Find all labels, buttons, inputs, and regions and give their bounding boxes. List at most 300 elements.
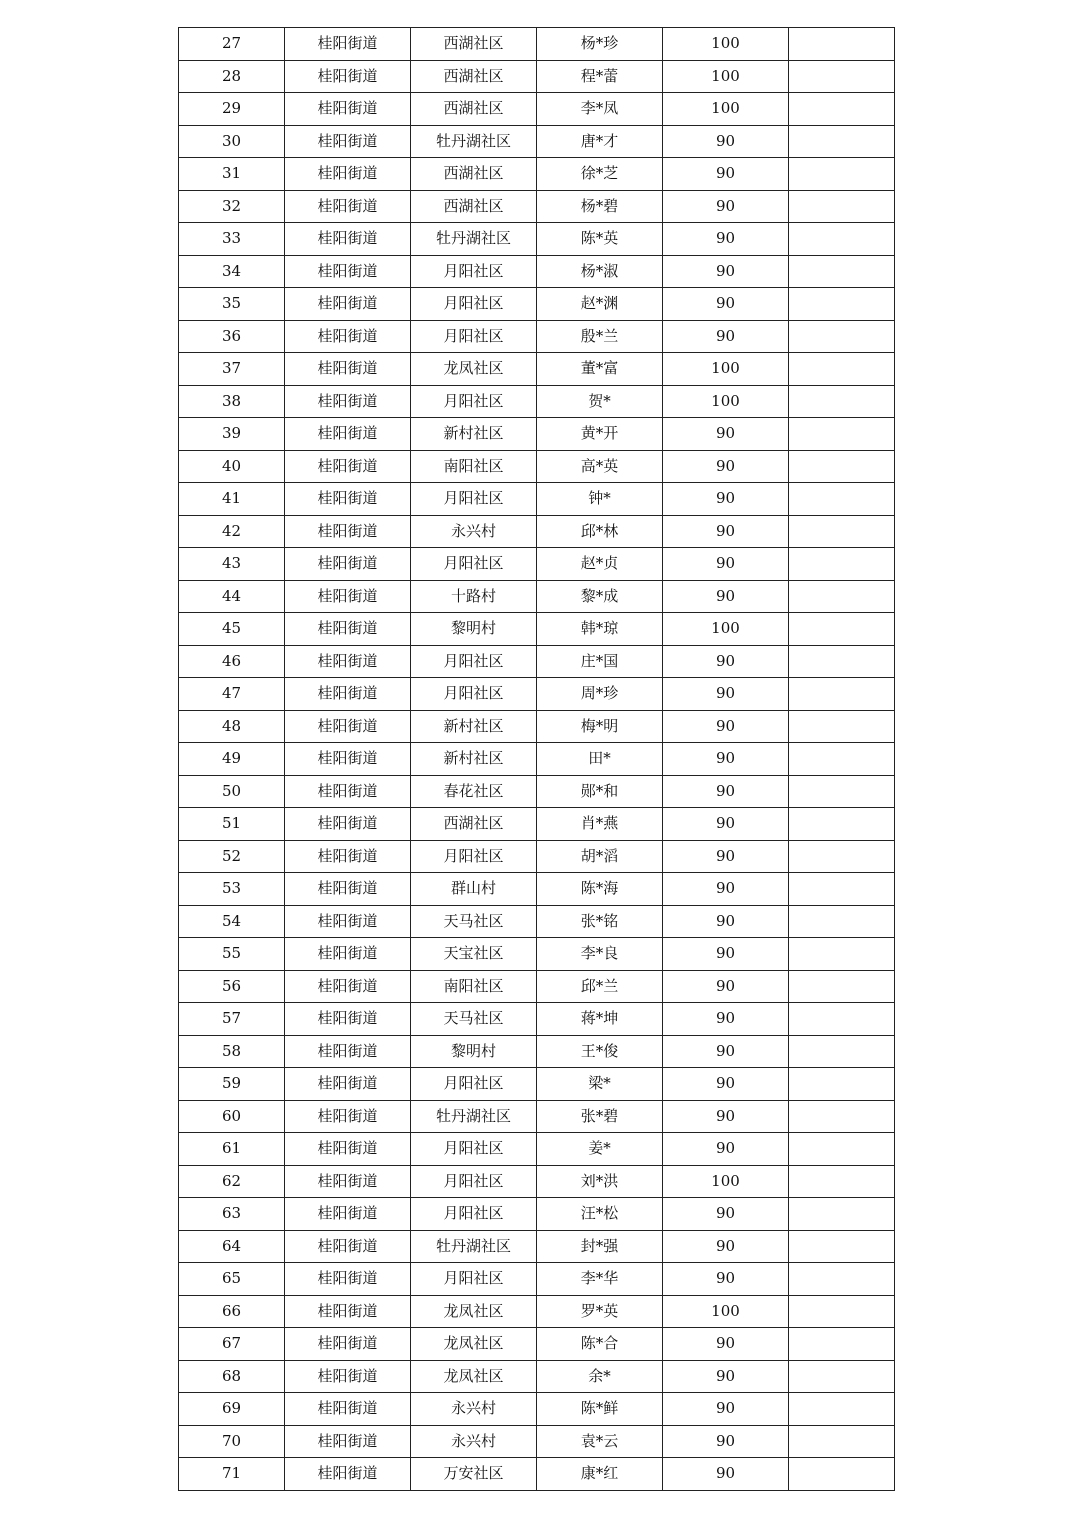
- row-number-cell: 65: [179, 1263, 285, 1296]
- note-cell: [789, 93, 895, 126]
- table-row: [179, 1100, 895, 1133]
- person-name-cell: 庄*国: [537, 645, 663, 678]
- note-cell: [789, 353, 895, 386]
- street-cell: 桂阳街道: [285, 190, 411, 223]
- note-cell: [789, 1230, 895, 1263]
- amount-cell: 90: [663, 1360, 789, 1393]
- street-cell: 桂阳街道: [285, 613, 411, 646]
- person-name-cell: 康*红: [537, 1458, 663, 1491]
- table-row: [179, 28, 895, 61]
- row-number-cell: 47: [179, 678, 285, 711]
- table-row: [179, 385, 895, 418]
- note-cell: [789, 223, 895, 256]
- note-cell: [789, 775, 895, 808]
- amount-cell: 90: [663, 808, 789, 841]
- table-row: [179, 515, 895, 548]
- amount-cell: 90: [663, 1263, 789, 1296]
- street-cell: 桂阳街道: [285, 905, 411, 938]
- amount-cell: 90: [663, 548, 789, 581]
- community-cell: 月阳社区: [411, 320, 537, 353]
- note-cell: [789, 743, 895, 776]
- street-cell: 桂阳街道: [285, 1230, 411, 1263]
- person-name-cell: 罗*英: [537, 1295, 663, 1328]
- note-cell: [789, 385, 895, 418]
- amount-cell: 90: [663, 938, 789, 971]
- note-cell: [789, 158, 895, 191]
- street-cell: 桂阳街道: [285, 1165, 411, 1198]
- amount-cell: 90: [663, 1133, 789, 1166]
- community-cell: 南阳社区: [411, 970, 537, 1003]
- community-cell: 牡丹湖社区: [411, 1230, 537, 1263]
- person-name-cell: 袁*云: [537, 1425, 663, 1458]
- table-row: [179, 808, 895, 841]
- community-cell: 月阳社区: [411, 1133, 537, 1166]
- person-name-cell: 陈*海: [537, 873, 663, 906]
- row-number-cell: 68: [179, 1360, 285, 1393]
- street-cell: 桂阳街道: [285, 1360, 411, 1393]
- person-name-cell: 殷*兰: [537, 320, 663, 353]
- amount-cell: 90: [663, 1230, 789, 1263]
- table-row: [179, 970, 895, 1003]
- amount-cell: 90: [663, 190, 789, 223]
- row-number-cell: 61: [179, 1133, 285, 1166]
- table-row: [179, 1165, 895, 1198]
- row-number-cell: 32: [179, 190, 285, 223]
- amount-cell: 100: [663, 1165, 789, 1198]
- row-number-cell: 46: [179, 645, 285, 678]
- community-cell: 月阳社区: [411, 255, 537, 288]
- person-name-cell: 贺*: [537, 385, 663, 418]
- row-number-cell: 37: [179, 353, 285, 386]
- table-row: [179, 1458, 895, 1491]
- amount-cell: 100: [663, 353, 789, 386]
- street-cell: 桂阳街道: [285, 515, 411, 548]
- table-row: [179, 223, 895, 256]
- person-name-cell: 程*蕾: [537, 60, 663, 93]
- person-name-cell: 杨*碧: [537, 190, 663, 223]
- note-cell: [789, 418, 895, 451]
- table-row: [179, 125, 895, 158]
- community-cell: 新村社区: [411, 710, 537, 743]
- amount-cell: 90: [663, 320, 789, 353]
- community-cell: 永兴村: [411, 1393, 537, 1426]
- note-cell: [789, 288, 895, 321]
- note-cell: [789, 905, 895, 938]
- street-cell: 桂阳街道: [285, 223, 411, 256]
- table-row: [179, 353, 895, 386]
- row-number-cell: 58: [179, 1035, 285, 1068]
- amount-cell: 90: [663, 158, 789, 191]
- community-cell: 万安社区: [411, 1458, 537, 1491]
- note-cell: [789, 678, 895, 711]
- street-cell: 桂阳街道: [285, 710, 411, 743]
- street-cell: 桂阳街道: [285, 1198, 411, 1231]
- amount-cell: 90: [663, 970, 789, 1003]
- note-cell: [789, 1100, 895, 1133]
- table-row: [179, 1393, 895, 1426]
- community-cell: 月阳社区: [411, 678, 537, 711]
- person-name-cell: 邱*兰: [537, 970, 663, 1003]
- amount-cell: 100: [663, 93, 789, 126]
- amount-cell: 90: [663, 743, 789, 776]
- street-cell: 桂阳街道: [285, 970, 411, 1003]
- row-number-cell: 56: [179, 970, 285, 1003]
- row-number-cell: 48: [179, 710, 285, 743]
- amount-cell: 90: [663, 125, 789, 158]
- community-cell: 黎明村: [411, 1035, 537, 1068]
- community-cell: 月阳社区: [411, 385, 537, 418]
- community-cell: 月阳社区: [411, 645, 537, 678]
- community-cell: 西湖社区: [411, 28, 537, 61]
- community-cell: 龙凤社区: [411, 1360, 537, 1393]
- table-row: [179, 158, 895, 191]
- community-cell: 永兴村: [411, 515, 537, 548]
- note-cell: [789, 970, 895, 1003]
- person-name-cell: 蒋*坤: [537, 1003, 663, 1036]
- table-row: [179, 743, 895, 776]
- person-name-cell: 邱*林: [537, 515, 663, 548]
- person-name-cell: 刘*洪: [537, 1165, 663, 1198]
- street-cell: 桂阳街道: [285, 775, 411, 808]
- table-row: [179, 1003, 895, 1036]
- community-cell: 天马社区: [411, 1003, 537, 1036]
- amount-cell: 90: [663, 1035, 789, 1068]
- community-cell: 天马社区: [411, 905, 537, 938]
- note-cell: [789, 645, 895, 678]
- person-name-cell: 李*良: [537, 938, 663, 971]
- row-number-cell: 54: [179, 905, 285, 938]
- street-cell: 桂阳街道: [285, 255, 411, 288]
- table-row: [179, 1328, 895, 1361]
- table-row: [179, 873, 895, 906]
- amount-cell: 100: [663, 613, 789, 646]
- note-cell: [789, 1328, 895, 1361]
- row-number-cell: 28: [179, 60, 285, 93]
- person-name-cell: 汪*松: [537, 1198, 663, 1231]
- amount-cell: 90: [663, 1458, 789, 1491]
- person-name-cell: 黎*成: [537, 580, 663, 613]
- street-cell: 桂阳街道: [285, 385, 411, 418]
- note-cell: [789, 1035, 895, 1068]
- row-number-cell: 70: [179, 1425, 285, 1458]
- table-row: [179, 93, 895, 126]
- person-name-cell: 赵*渊: [537, 288, 663, 321]
- person-name-cell: 唐*才: [537, 125, 663, 158]
- amount-cell: 90: [663, 905, 789, 938]
- community-cell: 西湖社区: [411, 158, 537, 191]
- street-cell: 桂阳街道: [285, 1035, 411, 1068]
- row-number-cell: 62: [179, 1165, 285, 1198]
- amount-cell: 90: [663, 1425, 789, 1458]
- person-name-cell: 韩*琼: [537, 613, 663, 646]
- street-cell: 桂阳街道: [285, 808, 411, 841]
- note-cell: [789, 613, 895, 646]
- table-row: [179, 60, 895, 93]
- street-cell: 桂阳街道: [285, 288, 411, 321]
- row-number-cell: 36: [179, 320, 285, 353]
- amount-cell: 90: [663, 1100, 789, 1133]
- person-name-cell: 黄*开: [537, 418, 663, 451]
- note-cell: [789, 1003, 895, 1036]
- note-cell: [789, 60, 895, 93]
- amount-cell: 90: [663, 223, 789, 256]
- note-cell: [789, 1425, 895, 1458]
- amount-cell: 90: [663, 288, 789, 321]
- note-cell: [789, 580, 895, 613]
- community-cell: 牡丹湖社区: [411, 223, 537, 256]
- community-cell: 月阳社区: [411, 483, 537, 516]
- community-cell: 群山村: [411, 873, 537, 906]
- note-cell: [789, 1133, 895, 1166]
- community-cell: 月阳社区: [411, 1198, 537, 1231]
- amount-cell: 90: [663, 483, 789, 516]
- row-number-cell: 60: [179, 1100, 285, 1133]
- street-cell: 桂阳街道: [285, 93, 411, 126]
- table-row: [179, 710, 895, 743]
- table-row: [179, 548, 895, 581]
- community-cell: 月阳社区: [411, 840, 537, 873]
- note-cell: [789, 1198, 895, 1231]
- street-cell: 桂阳街道: [285, 1003, 411, 1036]
- note-cell: [789, 1393, 895, 1426]
- community-cell: 西湖社区: [411, 808, 537, 841]
- street-cell: 桂阳街道: [285, 28, 411, 61]
- note-cell: [789, 710, 895, 743]
- amount-cell: 90: [663, 1393, 789, 1426]
- table-body: [179, 28, 895, 1491]
- street-cell: 桂阳街道: [285, 1100, 411, 1133]
- street-cell: 桂阳街道: [285, 418, 411, 451]
- amount-cell: 90: [663, 710, 789, 743]
- community-cell: 龙凤社区: [411, 1328, 537, 1361]
- street-cell: 桂阳街道: [285, 483, 411, 516]
- street-cell: 桂阳街道: [285, 60, 411, 93]
- community-cell: 天宝社区: [411, 938, 537, 971]
- table-row: [179, 1295, 895, 1328]
- street-cell: 桂阳街道: [285, 1458, 411, 1491]
- street-cell: 桂阳街道: [285, 1328, 411, 1361]
- note-cell: [789, 255, 895, 288]
- row-number-cell: 55: [179, 938, 285, 971]
- row-number-cell: 64: [179, 1230, 285, 1263]
- amount-cell: 90: [663, 580, 789, 613]
- community-cell: 龙凤社区: [411, 353, 537, 386]
- row-number-cell: 50: [179, 775, 285, 808]
- person-name-cell: 王*俊: [537, 1035, 663, 1068]
- person-name-cell: 肖*燕: [537, 808, 663, 841]
- amount-cell: 90: [663, 515, 789, 548]
- note-cell: [789, 840, 895, 873]
- table-row: [179, 483, 895, 516]
- amount-cell: 90: [663, 840, 789, 873]
- community-cell: 新村社区: [411, 418, 537, 451]
- row-number-cell: 29: [179, 93, 285, 126]
- person-name-cell: 胡*滔: [537, 840, 663, 873]
- street-cell: 桂阳街道: [285, 353, 411, 386]
- community-cell: 牡丹湖社区: [411, 125, 537, 158]
- row-number-cell: 31: [179, 158, 285, 191]
- table-row: [179, 613, 895, 646]
- amount-cell: 90: [663, 1198, 789, 1231]
- community-cell: 西湖社区: [411, 190, 537, 223]
- amount-cell: 90: [663, 775, 789, 808]
- row-number-cell: 69: [179, 1393, 285, 1426]
- row-number-cell: 35: [179, 288, 285, 321]
- person-name-cell: 张*铭: [537, 905, 663, 938]
- community-cell: 春花社区: [411, 775, 537, 808]
- community-cell: 月阳社区: [411, 1165, 537, 1198]
- note-cell: [789, 938, 895, 971]
- amount-cell: 90: [663, 418, 789, 451]
- table-row: [179, 775, 895, 808]
- community-cell: 西湖社区: [411, 60, 537, 93]
- street-cell: 桂阳街道: [285, 158, 411, 191]
- person-name-cell: 陈*合: [537, 1328, 663, 1361]
- note-cell: [789, 1263, 895, 1296]
- community-cell: 龙凤社区: [411, 1295, 537, 1328]
- amount-cell: 90: [663, 255, 789, 288]
- table-row: [179, 580, 895, 613]
- note-cell: [789, 28, 895, 61]
- table-row: [179, 1360, 895, 1393]
- table-row: [179, 938, 895, 971]
- row-number-cell: 45: [179, 613, 285, 646]
- community-cell: 黎明村: [411, 613, 537, 646]
- community-cell: 西湖社区: [411, 93, 537, 126]
- amount-cell: 100: [663, 385, 789, 418]
- row-number-cell: 42: [179, 515, 285, 548]
- person-name-cell: 陈*英: [537, 223, 663, 256]
- amount-cell: 90: [663, 645, 789, 678]
- person-name-cell: 赵*贞: [537, 548, 663, 581]
- row-number-cell: 52: [179, 840, 285, 873]
- person-name-cell: 钟*: [537, 483, 663, 516]
- community-cell: 牡丹湖社区: [411, 1100, 537, 1133]
- community-cell: 南阳社区: [411, 450, 537, 483]
- table-row: [179, 678, 895, 711]
- street-cell: 桂阳街道: [285, 678, 411, 711]
- street-cell: 桂阳街道: [285, 320, 411, 353]
- table-row: [179, 418, 895, 451]
- note-cell: [789, 190, 895, 223]
- amount-cell: 90: [663, 678, 789, 711]
- street-cell: 桂阳街道: [285, 743, 411, 776]
- table-row: [179, 1198, 895, 1231]
- table-row: [179, 840, 895, 873]
- person-name-cell: 陈*鲜: [537, 1393, 663, 1426]
- community-cell: 新村社区: [411, 743, 537, 776]
- person-name-cell: 高*英: [537, 450, 663, 483]
- table-row: [179, 1035, 895, 1068]
- row-number-cell: 38: [179, 385, 285, 418]
- row-number-cell: 43: [179, 548, 285, 581]
- street-cell: 桂阳街道: [285, 548, 411, 581]
- note-cell: [789, 320, 895, 353]
- community-cell: 月阳社区: [411, 548, 537, 581]
- person-name-cell: 李*凤: [537, 93, 663, 126]
- note-cell: [789, 1458, 895, 1491]
- person-name-cell: 封*强: [537, 1230, 663, 1263]
- amount-cell: 90: [663, 873, 789, 906]
- person-name-cell: 徐*芝: [537, 158, 663, 191]
- street-cell: 桂阳街道: [285, 840, 411, 873]
- table-row: [179, 645, 895, 678]
- person-name-cell: 李*华: [537, 1263, 663, 1296]
- table-row: [179, 320, 895, 353]
- row-number-cell: 51: [179, 808, 285, 841]
- amount-cell: 90: [663, 1068, 789, 1101]
- note-cell: [789, 808, 895, 841]
- row-number-cell: 41: [179, 483, 285, 516]
- note-cell: [789, 548, 895, 581]
- community-cell: 月阳社区: [411, 288, 537, 321]
- table-row: [179, 255, 895, 288]
- table-row: [179, 1068, 895, 1101]
- row-number-cell: 27: [179, 28, 285, 61]
- row-number-cell: 30: [179, 125, 285, 158]
- person-name-cell: 姜*: [537, 1133, 663, 1166]
- street-cell: 桂阳街道: [285, 873, 411, 906]
- row-number-cell: 63: [179, 1198, 285, 1231]
- street-cell: 桂阳街道: [285, 1295, 411, 1328]
- amount-cell: 90: [663, 1328, 789, 1361]
- table-row: [179, 1263, 895, 1296]
- amount-cell: 100: [663, 60, 789, 93]
- amount-cell: 100: [663, 28, 789, 61]
- person-name-cell: 郧*和: [537, 775, 663, 808]
- person-name-cell: 梁*: [537, 1068, 663, 1101]
- table-row: [179, 190, 895, 223]
- community-cell: 永兴村: [411, 1425, 537, 1458]
- table-row: [179, 1230, 895, 1263]
- table-row: [179, 1425, 895, 1458]
- note-cell: [789, 1295, 895, 1328]
- amount-cell: 90: [663, 450, 789, 483]
- street-cell: 桂阳街道: [285, 125, 411, 158]
- note-cell: [789, 1165, 895, 1198]
- amount-cell: 90: [663, 1003, 789, 1036]
- note-cell: [789, 873, 895, 906]
- row-number-cell: 49: [179, 743, 285, 776]
- street-cell: 桂阳街道: [285, 1393, 411, 1426]
- note-cell: [789, 1360, 895, 1393]
- row-number-cell: 66: [179, 1295, 285, 1328]
- person-name-cell: 梅*明: [537, 710, 663, 743]
- table-row: [179, 1133, 895, 1166]
- amount-cell: 100: [663, 1295, 789, 1328]
- row-number-cell: 53: [179, 873, 285, 906]
- row-number-cell: 34: [179, 255, 285, 288]
- person-name-cell: 余*: [537, 1360, 663, 1393]
- street-cell: 桂阳街道: [285, 1133, 411, 1166]
- community-cell: 月阳社区: [411, 1068, 537, 1101]
- street-cell: 桂阳街道: [285, 1068, 411, 1101]
- row-number-cell: 57: [179, 1003, 285, 1036]
- street-cell: 桂阳街道: [285, 1263, 411, 1296]
- note-cell: [789, 515, 895, 548]
- row-number-cell: 33: [179, 223, 285, 256]
- street-cell: 桂阳街道: [285, 450, 411, 483]
- person-name-cell: 杨*珍: [537, 28, 663, 61]
- note-cell: [789, 125, 895, 158]
- note-cell: [789, 450, 895, 483]
- table-row: [179, 450, 895, 483]
- subsidy-list-table: [178, 27, 895, 1491]
- street-cell: 桂阳街道: [285, 645, 411, 678]
- person-name-cell: 杨*淑: [537, 255, 663, 288]
- note-cell: [789, 483, 895, 516]
- person-name-cell: 田*: [537, 743, 663, 776]
